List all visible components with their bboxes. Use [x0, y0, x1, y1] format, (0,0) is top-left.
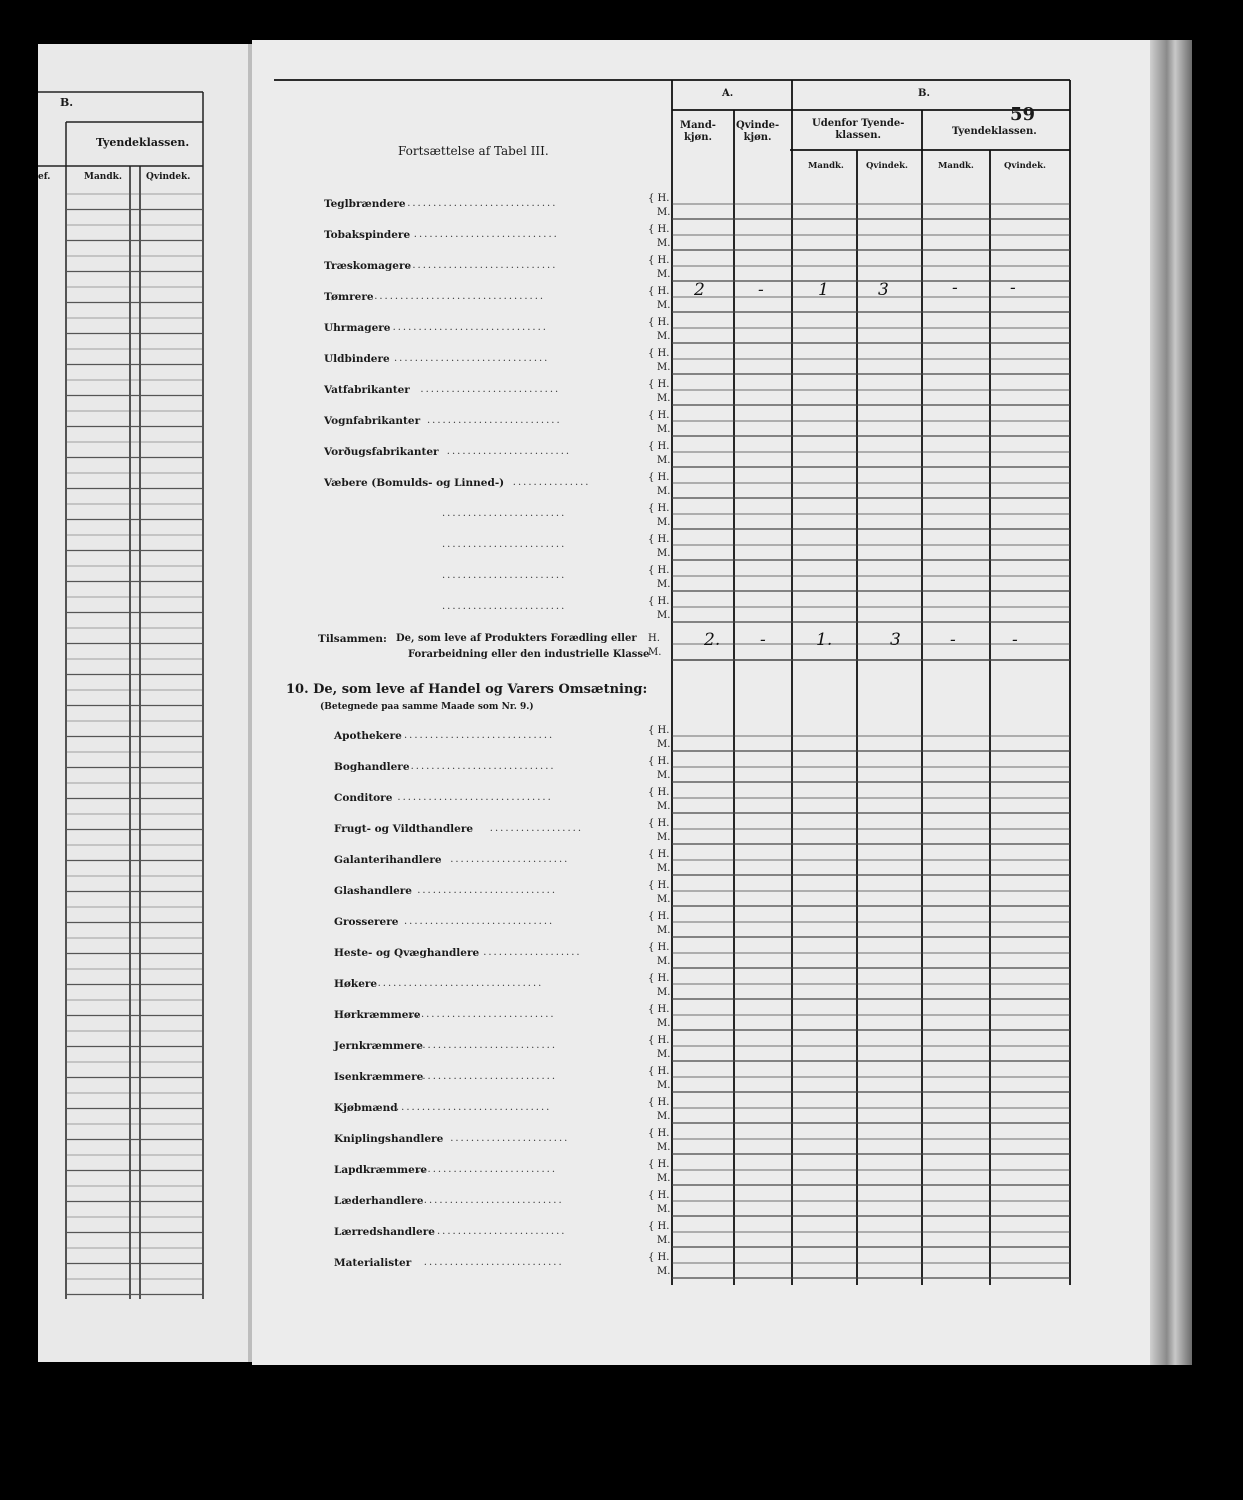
brace-h: { H. [648, 818, 670, 829]
brace-m: M. [657, 393, 671, 404]
brace-h: { H. [648, 565, 670, 576]
page-number: 59 [1010, 104, 1036, 125]
row-label: Træskomagere [324, 260, 412, 272]
brace-h: { H. [648, 1190, 670, 1201]
brace-m: M. [657, 925, 671, 936]
brace-h: { H. [648, 317, 670, 328]
book-spine [1150, 40, 1192, 1365]
tilsammen-value-a-mand: 2. [704, 630, 721, 650]
brace-m: M. [657, 362, 671, 373]
leader-dots: ............................ [410, 761, 556, 772]
row-label: Jernkræmmere [334, 1040, 423, 1052]
brace-h: { H. [648, 1221, 670, 1232]
sub-mandk-2: Mandk. [938, 161, 974, 171]
brace-h: { H. [648, 596, 670, 607]
tommere-value-tyende-qvinde: - [1010, 278, 1016, 298]
leader-dots: ................................ [377, 978, 544, 989]
row-label: Galanterihandlere [334, 854, 442, 866]
sub-qvindek-2: Qvindek. [1004, 161, 1046, 171]
brace-m: M. [657, 455, 671, 466]
tilsammen-label: Tilsammen: [318, 633, 387, 645]
tilsammen-value-b-qvinde: 3 [890, 630, 901, 650]
leader-dots: ............................. [404, 916, 555, 927]
row-label: Apothekere [334, 730, 402, 742]
brace-h: { H. [648, 973, 670, 984]
brace-h: { H. [648, 1128, 670, 1139]
brace-m: M. [657, 1018, 671, 1029]
brace-h: { H. [648, 1252, 670, 1263]
brace-h: { H. [648, 472, 670, 483]
row-label: Væbere (Bomulds- og Linned-) [324, 477, 505, 489]
brace-h: { H. [648, 1035, 670, 1046]
leader-dots: ........................ [446, 446, 572, 457]
tilsammen-value-tyende-qvinde: - [1012, 630, 1018, 650]
row-label: Hørkræmmere [334, 1009, 421, 1021]
right-page [252, 40, 1150, 1365]
left-page-grid [38, 44, 248, 1362]
brace-h: { H. [648, 849, 670, 860]
leader-dots: ............................. [407, 198, 558, 209]
table-title: Fortsættelse af Tabel III. [398, 144, 549, 158]
row-label: Vorðugsfabrikanter [324, 446, 439, 458]
brace-h: { H. [648, 286, 670, 297]
brace-m: M. [657, 424, 671, 435]
section-10-title: 10. De, som leve af Handel og Varers Omsætning: [286, 682, 648, 697]
row-label: Grosserere [334, 916, 399, 928]
brace-m: M. [657, 517, 671, 528]
leader-dots: ........................ [442, 601, 567, 612]
leader-dots: ............................... [390, 1102, 552, 1113]
brace-h: { H. [648, 441, 670, 452]
left-col-letter: B. [60, 96, 74, 109]
row-label: Lapdkræmmere [334, 1164, 428, 1176]
brace-h: { H. [648, 410, 670, 421]
brace-h: { H. [648, 911, 670, 922]
tommere-value-b-qvinde: 3 [878, 280, 889, 300]
leader-dots: ............... [512, 477, 591, 488]
row-label: Isenkræmmere [334, 1071, 424, 1083]
leader-dots: ............................ [413, 229, 559, 240]
brace-m: M. [657, 486, 671, 497]
left-col-a: ef. [38, 172, 51, 182]
left-col-c: Qvindek. [146, 172, 191, 182]
brace-h: { H. [648, 756, 670, 767]
row-label: Læderhandlere [334, 1195, 424, 1207]
brace-m: M. [657, 894, 671, 905]
brace-m: M. [657, 269, 671, 280]
left-col-group: Tyendeklassen. [96, 136, 190, 149]
col-udenfor: Udenfor Tyende- klassen. [812, 118, 905, 141]
brace-m: M. [657, 1266, 671, 1277]
row-label: Teglbrændere [324, 198, 406, 210]
brace-m: M. [657, 987, 671, 998]
brace-m: M. [657, 1204, 671, 1215]
row-label: Høkere [334, 978, 378, 990]
left-page [38, 44, 254, 1362]
row-label: Tobakspindere [324, 229, 411, 241]
leader-dots: ........................... [417, 1164, 558, 1175]
leader-dots: ................... [483, 947, 582, 958]
brace-h: { H. [648, 503, 670, 514]
row-label: Boghandlere [334, 761, 410, 773]
brace-m: M. [657, 610, 671, 621]
leader-dots: ............................ [410, 1009, 556, 1020]
row-label: Materialister [334, 1257, 412, 1269]
brace-h: { H. [648, 379, 670, 390]
sub-mandk-1: Mandk. [808, 161, 844, 171]
leader-dots: ........................... [417, 1040, 558, 1051]
brace-m: M. [657, 207, 671, 218]
tommere-value-tyende-mand: - [952, 278, 958, 298]
col-b-letter: B. [918, 88, 930, 99]
leader-dots: ........................... [417, 885, 558, 896]
brace-m: M. [657, 238, 671, 249]
leader-dots: ............................. [404, 730, 555, 741]
leader-dots: ............................... [387, 322, 548, 333]
brace-m: M. [657, 863, 671, 874]
section-10-subtitle: (Betegnede paa samme Maade som Nr. 9.) [320, 702, 534, 712]
leader-dots: ......................... [437, 1226, 567, 1237]
leader-dots: ........................ [442, 539, 567, 550]
brace-h: { H. [648, 193, 670, 204]
row-label: Kjøbmænd [334, 1102, 398, 1114]
brace-h: { H. [648, 534, 670, 545]
leader-dots: ........................ [442, 508, 567, 519]
tilsammen-value-b-mand: 1. [816, 630, 833, 650]
tilsammen-value-a-qvinde: - [760, 630, 766, 650]
tommere-value-a-mand: 2 [694, 280, 705, 300]
leader-dots: .............................. [397, 792, 553, 803]
leader-dots: ........................... [420, 384, 561, 395]
brace-h: { H. [648, 942, 670, 953]
brace-m: M. [657, 1142, 671, 1153]
row-label: Kniplingshandlere [334, 1133, 444, 1145]
brace-m: M. [657, 1080, 671, 1091]
tilsammen-brace-h: H. [648, 633, 660, 644]
brace-h: { H. [648, 1097, 670, 1108]
brace-h: { H. [648, 880, 670, 891]
leader-dots: ................................. [374, 291, 546, 302]
row-label: Uldbindere [324, 353, 390, 365]
brace-m: M. [657, 1049, 671, 1060]
row-label: Glashandlere [334, 885, 412, 897]
tilsammen-text-1: De, som leve af Produkters Forædling eller [396, 633, 637, 644]
tommere-value-b-mand: 1 [818, 280, 829, 300]
row-label: Heste- og Qvæghandlere [334, 947, 480, 959]
brace-h: { H. [648, 1004, 670, 1015]
brace-m: M. [657, 832, 671, 843]
brace-m: M. [657, 331, 671, 342]
col-a-letter: A. [722, 88, 734, 99]
row-label: Vognfabrikanter [324, 415, 421, 427]
row-label: Tømrere [324, 291, 374, 303]
leader-dots: .............................. [394, 353, 550, 364]
col-tyendeklassen: Tyendeklassen. [952, 126, 1037, 137]
brace-m: M. [657, 739, 671, 750]
brace-m: M. [657, 1173, 671, 1184]
brace-m: M. [657, 1235, 671, 1246]
leader-dots: ........................ [442, 570, 567, 581]
leader-dots: ....................... [450, 854, 570, 865]
col-qvindekjon: Qvinde- kjøn. [736, 120, 780, 143]
row-label: Conditore [334, 792, 393, 804]
brace-m: M. [657, 801, 671, 812]
brace-h: { H. [648, 1159, 670, 1170]
sub-qvindek-1: Qvindek. [866, 161, 908, 171]
brace-m: M. [657, 956, 671, 967]
brace-h: { H. [648, 348, 670, 359]
brace-h: { H. [648, 255, 670, 266]
row-label: Uhrmagere [324, 322, 391, 334]
row-label: Lærredshandlere [334, 1226, 435, 1238]
brace-h: { H. [648, 725, 670, 736]
brace-m: M. [657, 579, 671, 590]
left-col-b: Mandk. [84, 172, 122, 182]
row-label: Vatfabrikanter [324, 384, 410, 396]
brace-m: M. [657, 548, 671, 559]
leader-dots: .................. [489, 823, 584, 834]
brace-h: { H. [648, 224, 670, 235]
tilsammen-text-2: Forarbeidning eller den industrielle Klasse [408, 649, 650, 660]
brace-h: { H. [648, 787, 670, 798]
leader-dots: ............................. [407, 260, 558, 271]
tommere-value-a-qvinde: - [758, 280, 764, 300]
brace-h: { H. [648, 1066, 670, 1077]
leader-dots: .......................... [427, 415, 562, 426]
leader-dots: ........................... [423, 1195, 564, 1206]
col-mandkjon: Mand- kjøn. [680, 120, 716, 143]
row-label: Frugt- og Vildthandlere [334, 823, 474, 835]
tilsammen-brace-m: M. [648, 647, 662, 658]
tilsammen-value-tyende-mand: - [950, 630, 956, 650]
brace-m: M. [657, 770, 671, 781]
leader-dots: ....................... [450, 1133, 570, 1144]
leader-dots: ........................... [417, 1071, 558, 1082]
leader-dots: ........................... [423, 1257, 564, 1268]
brace-m: M. [657, 300, 671, 311]
brace-m: M. [657, 1111, 671, 1122]
